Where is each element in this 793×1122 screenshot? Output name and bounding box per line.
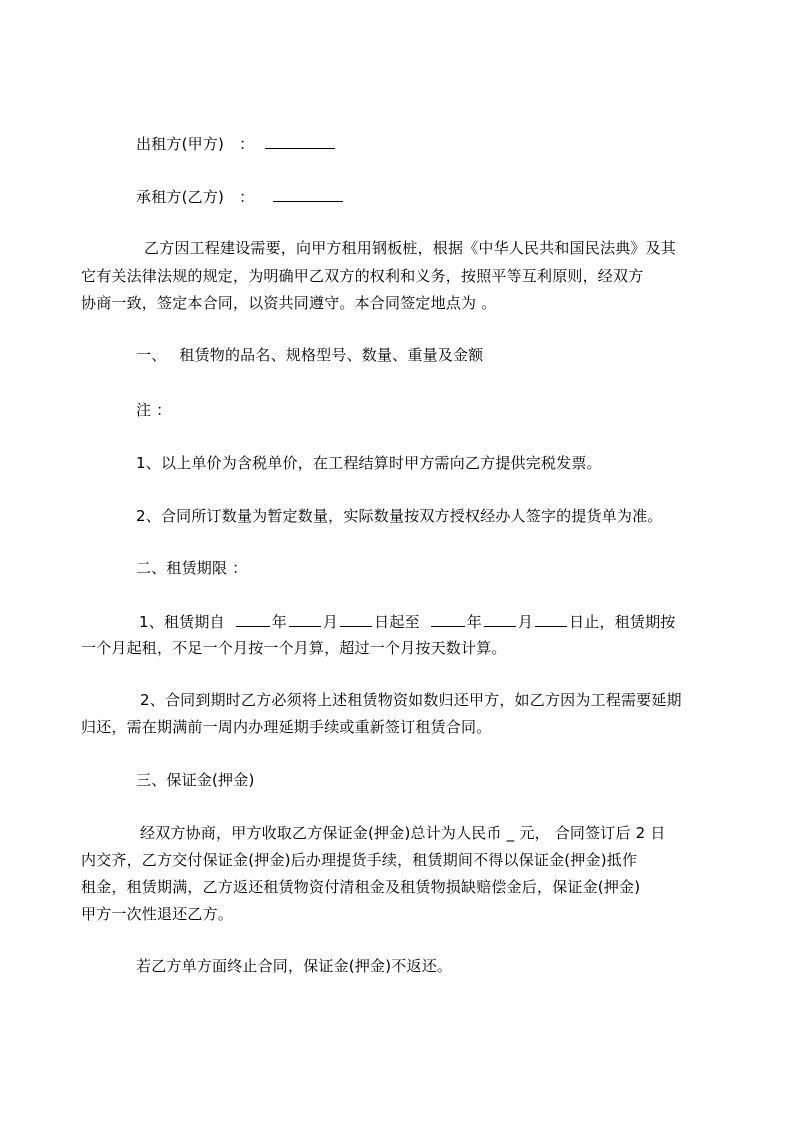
deposit-line-1: 经双方协商，甲方收取乙方保证金(押金)总计为人民币 _ 元， 合同签订后 2 日 bbox=[140, 824, 666, 842]
note-label: 注 ： bbox=[136, 401, 172, 419]
return-line-2: 归还，需在期满前一周内办理延期手续或重新签订租赁合同。 bbox=[81, 718, 492, 736]
party-b-colon: ： bbox=[239, 188, 255, 206]
end-day-blank[interactable] bbox=[535, 611, 567, 627]
return-line-1: 2、合同到期时乙方必须将上述租赁物资如数归还甲方，如乙方因为工程需要延期 bbox=[140, 691, 682, 709]
note-2: 2、合同所订数量为暂定数量，实际数量按双方授权经办人签字的提货单为准。 bbox=[136, 507, 663, 525]
intro-line-3: 协商一致，签定本合同，以资共同遵守。本合同签定地点为 。 bbox=[81, 294, 497, 312]
party-a-line bbox=[136, 133, 337, 154]
party-a-colon: ： bbox=[239, 135, 255, 153]
party-b-line bbox=[136, 186, 345, 207]
party-a-blank[interactable] bbox=[265, 133, 335, 149]
lease-term-line-1 bbox=[139, 611, 676, 632]
start-day-blank[interactable] bbox=[340, 611, 372, 627]
end-year-label: 年 bbox=[466, 613, 482, 631]
section1-heading-text: 租赁物的品名、规格型号、数量、重量及金额 bbox=[179, 346, 484, 364]
section3-heading: 三、保证金(押金) bbox=[136, 771, 255, 789]
deposit-line-3: 租金，租赁期满，乙方返还租赁物资付清租金及租赁物损缺赔偿金后，保证金(押金) bbox=[81, 878, 641, 896]
end-month-label: 月 bbox=[517, 613, 534, 631]
section1-heading-num: 一、 bbox=[136, 346, 167, 364]
end-year-blank[interactable] bbox=[431, 611, 465, 627]
start-from-label: 日起至 bbox=[374, 613, 420, 631]
start-month-label: 月 bbox=[322, 613, 339, 631]
lease-term-line-2: 一个月起租，不足一个月按一个月算，超过一个月按天数计算。 bbox=[81, 639, 507, 657]
lease-term-suffix: 日止，租赁期按 bbox=[569, 613, 676, 631]
lease-term-prefix: 1、租赁期自 bbox=[139, 613, 225, 631]
section2-heading: 二、租赁期限 ： bbox=[136, 559, 248, 577]
party-b-label: 承租方(乙方) bbox=[136, 188, 225, 206]
deposit-line-4: 甲方一次性退还乙方。 bbox=[81, 905, 234, 923]
intro-line-2: 它有关法律法规的规定，为明确甲乙双方的权利和义务，按照平等互利原则，经双方 bbox=[81, 267, 644, 285]
start-month-blank[interactable] bbox=[289, 611, 321, 627]
party-a-label: 出租方(甲方) bbox=[136, 135, 225, 153]
termination-clause: 若乙方单方面终止合同，保证金(押金)不返还。 bbox=[136, 957, 453, 975]
party-b-blank[interactable] bbox=[273, 186, 343, 202]
end-month-blank[interactable] bbox=[484, 611, 516, 627]
deposit-line-2: 内交齐，乙方交付保证金(押金)后办理提货手续，租赁期间不得以保证金(押金)抵作 bbox=[81, 851, 638, 869]
intro-line-1: 乙方因工程建设需要，向甲方租用钢板桩，根据《中华人民共和国民法典》及其 bbox=[144, 239, 677, 257]
start-year-label: 年 bbox=[271, 613, 287, 631]
note-1: 1、以上单价为含税单价，在工程结算时甲方需向乙方提供完税发票。 bbox=[136, 454, 602, 472]
section1-heading bbox=[136, 345, 483, 365]
start-year-blank[interactable] bbox=[236, 611, 270, 627]
